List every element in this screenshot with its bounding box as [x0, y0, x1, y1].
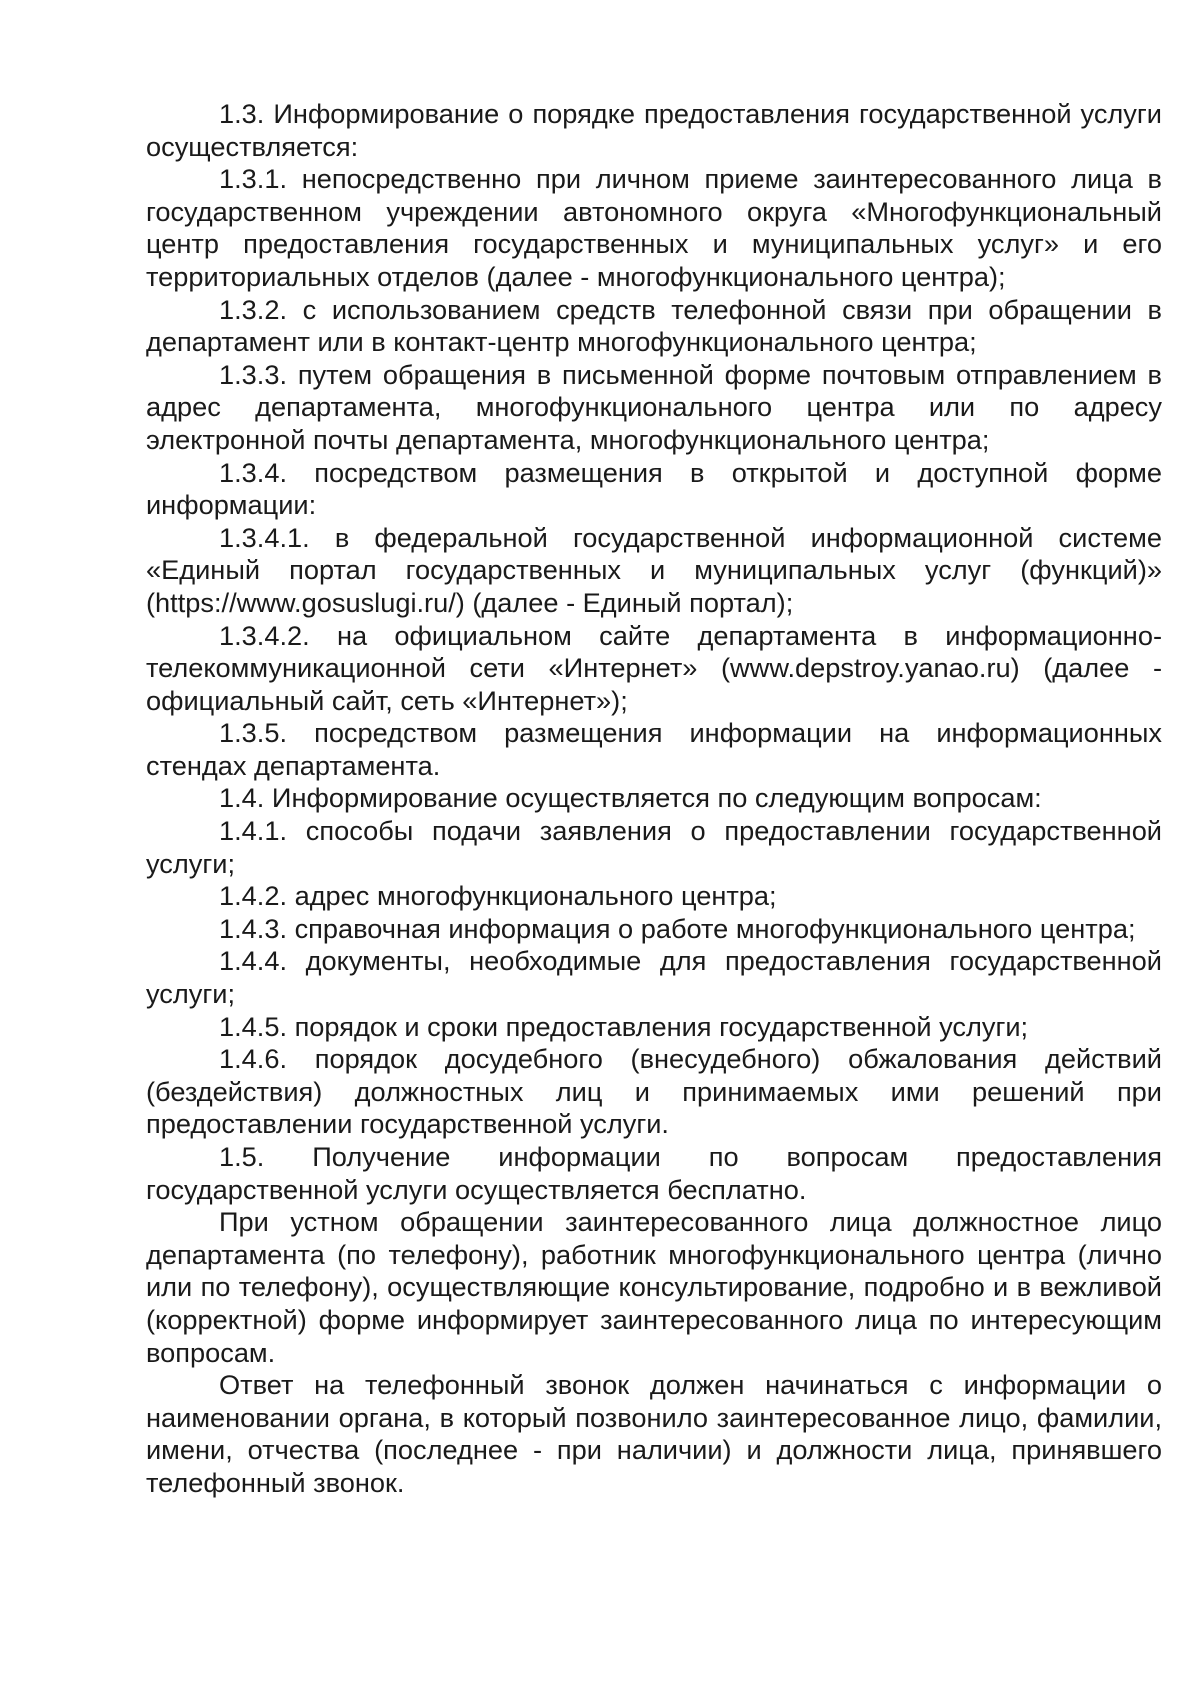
paragraph-1-4-2: 1.4.2. адрес многофункционального центра;	[219, 880, 777, 912]
paragraph-oral-inquiry: При устном обращении заинтересованного лица должностное лицо департамента (по телефону), работник многофункционального центра (лично или по телефону), осуществляющие консультирование, подробно и в вежливой (корректной) форме информирует заинтересованного лица по интересующим вопросам.	[146, 1206, 1162, 1368]
paragraph-1-4-1: 1.4.1. способы подачи заявления о предоставлении государственной услуги;	[146, 815, 1162, 879]
paragraph-1-3-1: 1.3.1. непосредственно при личном приеме заинтересованного лица в государственном учреждении автономного округа «Многофункциональный центр предоставления государственных и муниципальных услуг» и его территориальных отделов (далее - многофункционального центра);	[146, 163, 1162, 292]
paragraph-phone-answer: Ответ на телефонный звонок должен начинаться с информации о наименовании органа, в который позвонило заинтересованное лицо, фамилии, имени, отчества (последнее - при наличии) и должности лица, принявшего телефонный звонок.	[146, 1369, 1162, 1498]
paragraph-1-3-3: 1.3.3. путем обращения в письменной форме почтовым отправлением в адрес департамента, многофункционального центра или по адресу электронной почты департамента, многофункционального центра;	[146, 358, 1162, 455]
paragraph-1-3-4-1: 1.3.4.1. в федеральной государственной информационной системе «Единый портал государственных и муниципальных услуг (функций)» (https://www.gosuslugi.ru/) (далее - Единый портал);	[146, 521, 1162, 618]
paragraph-1-4-6: 1.4.6. порядок досудебного (внесудебного) обжалования действий (бездействия) должностных лиц и принимаемых ими решений при предоставлении государственной услуги.	[146, 1043, 1162, 1140]
paragraph-1-5: 1.5. Получение информации по вопросам предоставления государственной услуги осуществляется бесплатно.	[146, 1141, 1162, 1205]
paragraph-1-4-3: 1.4.3. справочная информация о работе многофункционального центра;	[219, 912, 1136, 944]
paragraph-1-4-5: 1.4.5. порядок и сроки предоставления государственной услуги;	[219, 1010, 1029, 1042]
paragraph-1-3-4-2: 1.3.4.2. на официальном сайте департамента в информационно-телекоммуникационной сети «Интернет» (www.depstroy.yanao.ru) (далее - официальный сайт, сеть «Интернет»);	[146, 619, 1162, 716]
document-body	[146, 98, 1162, 1500]
paragraph-1-3-5: 1.3.5. посредством размещения информации на информационных стендах департамента.	[146, 717, 1162, 781]
paragraph-1-3-2: 1.3.2. с использованием средств телефонной связи при обращении в департамент или в контакт-центр многофункционального центра;	[146, 293, 1162, 358]
paragraph-1-3-4: 1.3.4. посредством размещения в открытой и доступной форме информации:	[146, 456, 1162, 521]
paragraph-1-4-4: 1.4.4. документы, необходимые для предоставления государственной услуги;	[146, 945, 1162, 1010]
paragraph-1-4: 1.4. Информирование осуществляется по следующим вопросам:	[219, 782, 1042, 814]
paragraph-1-3: 1.3. Информирование о порядке предоставления государственной услуги осуществляется:	[146, 98, 1162, 162]
